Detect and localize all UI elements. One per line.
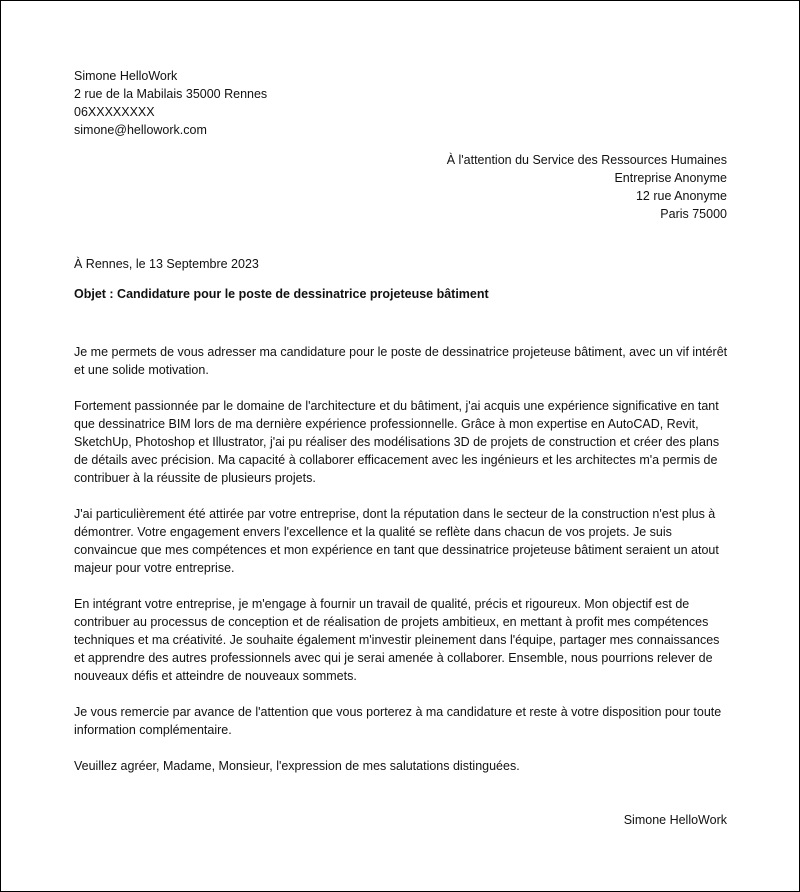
- sender-email: simone@hellowork.com: [74, 123, 207, 137]
- sender-address: 2 rue de la Mabilais 35000 Rennes: [74, 87, 268, 101]
- sender-name: Simone HelloWork: [74, 69, 178, 83]
- recipient-block: [447, 151, 727, 223]
- recipient-street: 12 rue Anonyme: [635, 189, 727, 203]
- letter-body: [74, 343, 730, 793]
- paragraph-intro: Je me permets de vous adresser ma candidature pour le poste de dessinatrice projeteuse bâtiment, avec un vif intérêt et une solide motivation.: [74, 345, 728, 377]
- paragraph-commitment: En intégrant votre entreprise, je m'engage à fournir un travail de qualité, précis et rigoureux. Mon objectif est de contribuer au processus de conception et de réalisation de projets ambitieux, en mettant à profit mes compétences techniques et ma créativité. Je souhaite également m'investir pleinement dans l'équipe, partager mes connaissances et apprendre des autres professionnels avec qui je serai amenée à collaborer. Ensemble, nous pourrions relever de nouveaux défis et atteindre de nouveaux sommets.: [74, 597, 720, 683]
- paragraph-experience: Fortement passionnée par le domaine de l'architecture et du bâtiment, j'ai acquis une expérience significative en tant que dessinatrice BIM lors de ma dernière expérience professionnelle. Grâce à mon expertise en AutoCAD, Revit, SketchUp, Photoshop et Illustrator, j'ai pu réaliser des modélisations 3D de projets de construction et créer des plans de détails avec précision. Ma capacité à collaborer efficacement avec les ingénieurs et les architectes m'a permis de contribuer à la réussite de plusieurs projets.: [74, 399, 720, 485]
- sender-block: [74, 67, 267, 139]
- paragraph-company: J'ai particulièrement été attirée par votre entreprise, dont la réputation dans le secteur de la construction n'est plus à démontrer. Votre engagement envers l'excellence et la qualité se reflète dans chacun de vos projets. Je suis convaincue que mes compétences et mon expérience en tant que dessinatrice projeteuse bâtiment seraient un atout majeur pour votre entreprise.: [74, 507, 719, 575]
- recipient-company: Entreprise Anonyme: [614, 171, 727, 185]
- sender-phone: 06XXXXXXXX: [74, 105, 155, 119]
- paragraph-thanks: Je vous remercie par avance de l'attention que vous porterez à ma candidature et reste à votre disposition pour toute information complémentaire.: [74, 705, 722, 737]
- recipient-attention: À l'attention du Service des Ressources Humaines: [446, 153, 727, 167]
- paragraph-closing: Veuillez agréer, Madame, Monsieur, l'expression de mes salutations distinguées.: [74, 759, 520, 773]
- recipient-city: Paris 75000: [660, 207, 727, 221]
- subject-line: Objet : Candidature pour le poste de dessinatrice projeteuse bâtiment: [74, 287, 489, 301]
- date-line: À Rennes, le 13 Septembre 2023: [74, 257, 259, 271]
- signature: Simone HelloWork: [623, 813, 727, 827]
